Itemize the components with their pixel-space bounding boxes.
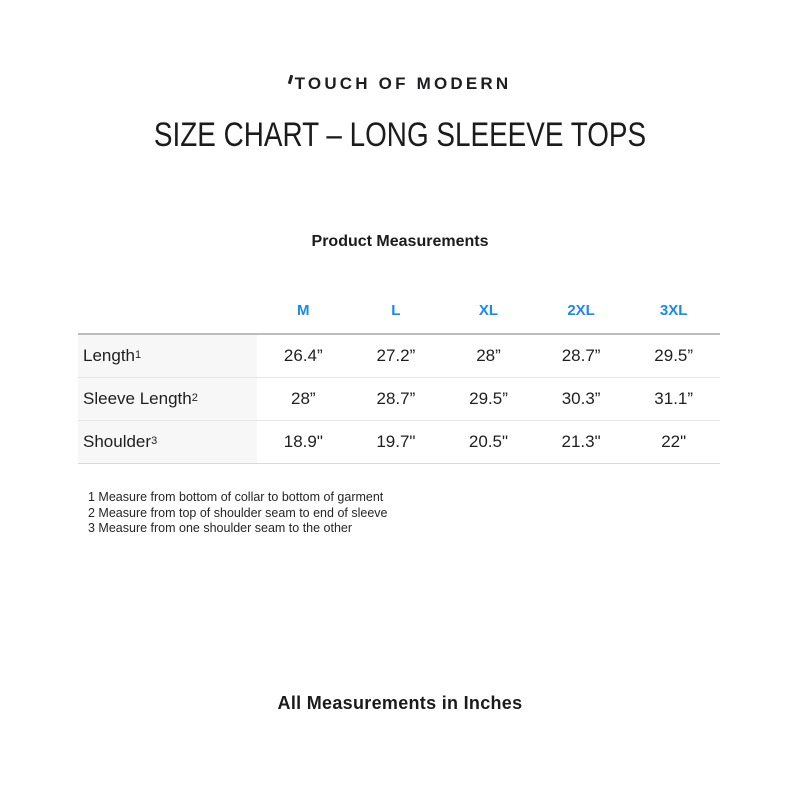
measurement-value: 28.7” [561, 346, 601, 365]
measurement-value: 22" [661, 432, 687, 451]
measurement-value: 26.4” [283, 346, 323, 365]
footnote-2: 2 Measure from top of shoulder seam to end of sleeve [88, 505, 388, 520]
size-header-row [78, 288, 720, 333]
logo-tick-icon [287, 74, 292, 83]
row-label-text: Sleeve Length [83, 389, 192, 408]
size-header-2xl: 2XL [567, 302, 595, 319]
footer-note: All Measurements in Inches [277, 693, 523, 713]
row-label-shoulder: Shoulder $^3$ [78, 421, 257, 463]
measurement-value: 28” [291, 389, 316, 408]
table-row-shoulder [78, 421, 720, 464]
measurement-value: 21.3" [561, 432, 601, 451]
measurement-value: 18.9" [283, 432, 323, 451]
row-label-text: Length [83, 346, 135, 365]
measurement-value: 27.2” [376, 346, 416, 365]
page-title: SIZE CHART – LONG SLEEEVE TOPS [153, 116, 647, 154]
measurement-value: 28.7” [376, 389, 416, 408]
size-header-m: M [297, 302, 310, 319]
measurement-value: 29.5” [654, 346, 694, 365]
logo-text: TOUCH OF MODERN [294, 74, 512, 93]
footnotes-block [88, 490, 387, 537]
measurement-value: 29.5” [469, 389, 508, 408]
row-label-sleeve-length: Sleeve Length $^2$ [78, 378, 257, 420]
size-header-3xl: 3XL [659, 302, 688, 319]
table-body [78, 333, 720, 464]
touch-of-modern-logo [0, 74, 800, 94]
row-label-text: Shoulder [83, 432, 152, 451]
size-header-xl: XL [478, 302, 499, 319]
measurement-value: 19.7" [376, 432, 416, 451]
table-row-length [78, 335, 720, 378]
footnote-3: 3 Measure from one shoulder seam to the other [88, 521, 353, 536]
measurement-value: 20.5" [468, 432, 509, 451]
measurement-value: 28” [476, 346, 501, 365]
measurement-value: 31.1” [654, 389, 694, 408]
footnote-1: 1 Measure from bottom of collar to bottom of garment [88, 490, 384, 504]
row-label-length: Length $^1$ [78, 335, 257, 377]
measurements-table [78, 288, 720, 464]
table-caption: Product Measurements [311, 233, 489, 250]
size-header-l: L [391, 302, 401, 319]
measurement-value: 30.3” [561, 389, 601, 408]
table-row-sleeve-length [78, 378, 720, 421]
